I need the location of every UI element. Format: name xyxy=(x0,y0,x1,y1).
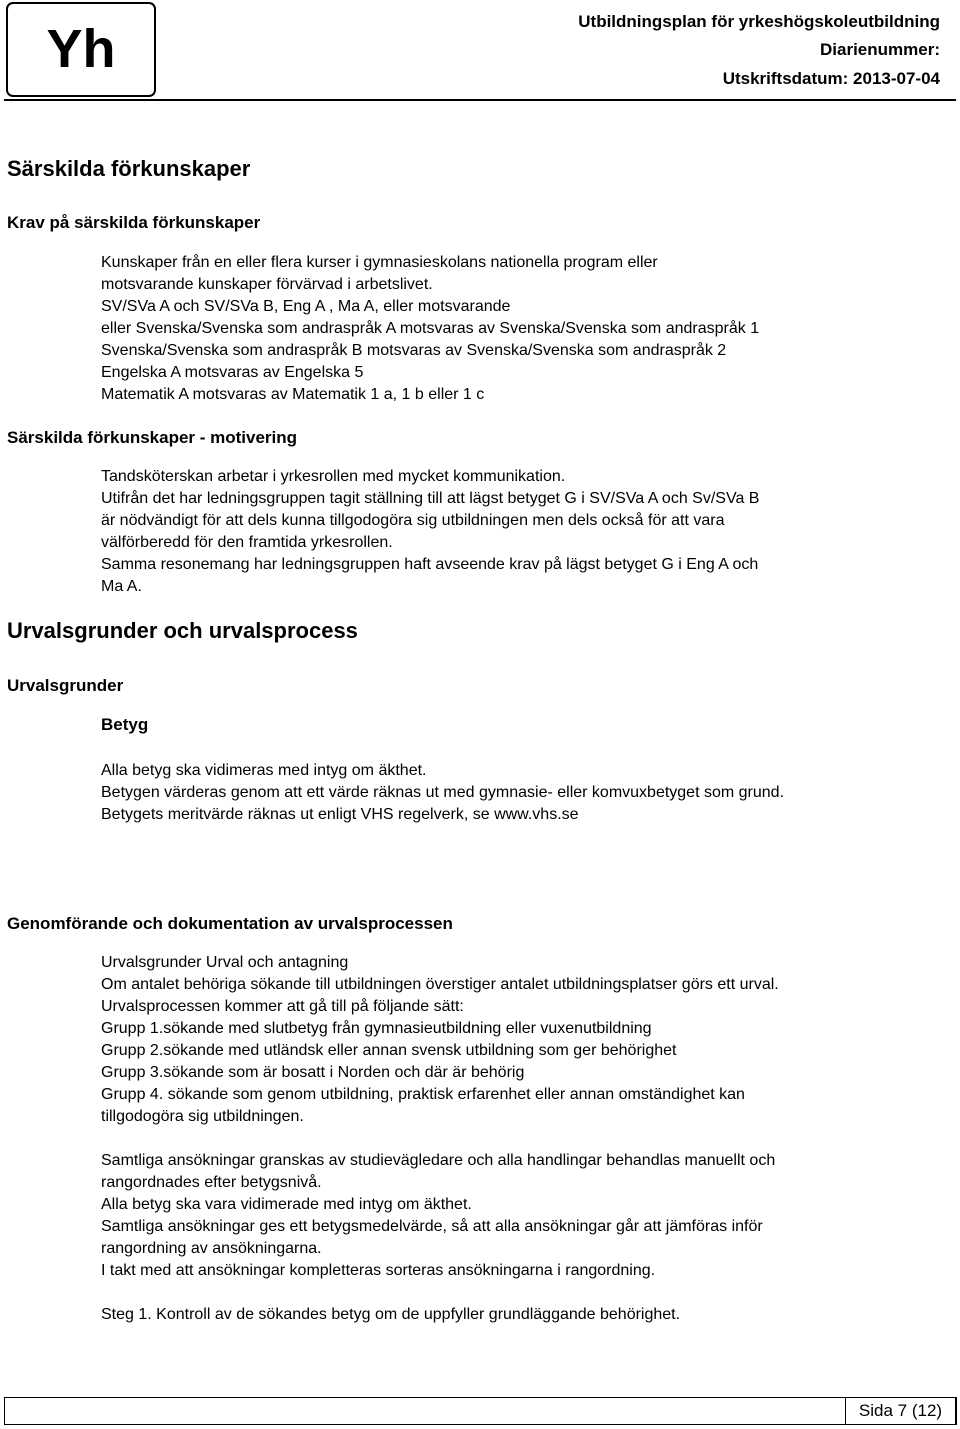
page-number: Sida 7 (12) xyxy=(845,1397,957,1425)
text-line: Kunskaper från en eller flera kurser i gymnasieskolans nationella program eller xyxy=(101,254,658,271)
genomforande-paragraph xyxy=(101,952,951,1326)
text-line: Samtliga ansökningar granskas av studievägledare och alla handlingar behandlas manuellt och xyxy=(101,1152,776,1169)
section-title-urval: Urvalsgrunder och urvalsprocess xyxy=(7,618,358,643)
krav-paragraph xyxy=(101,252,951,406)
diarienummer-label: Diarienummer: xyxy=(820,40,940,59)
text-line: I takt med att ansökningar kompletteras sorteras ansökningarna i rangordning. xyxy=(101,1262,656,1279)
text-line: eller Svenska/Svenska som andraspråk A motsvaras av Svenska/Svenska som andraspråk 1 xyxy=(101,320,760,337)
text-line: Urvalsgrunder Urval och antagning xyxy=(101,954,349,971)
text-line: Grupp 2.sökande med utländsk eller annan svensk utbildning som ger behörighet xyxy=(101,1042,677,1059)
betyg-paragraph xyxy=(101,760,951,826)
heading-betyg: Betyg xyxy=(101,715,149,734)
text-line: SV/SVa A och SV/SVa B, Eng A , Ma A, eller motsvarande xyxy=(101,298,511,315)
header-divider xyxy=(4,99,956,101)
section-title-sarskilda: Särskilda förkunskaper xyxy=(7,156,251,181)
text-line: Betygen värderas genom att ett värde räknas ut med gymnasie- eller komvuxbetyget som grund. xyxy=(101,784,785,801)
text-line: rangordning av ansökningarna. xyxy=(101,1240,322,1257)
text-line: är nödvändigt för att dels kunna tillgodogöra sig utbildningen men dels också för att vara xyxy=(101,512,725,529)
text-line: Svenska/Svenska som andraspråk B motsvaras av Svenska/Svenska som andraspråk 2 xyxy=(101,342,727,359)
text-line: välförberedd för den framtida yrkesrollen. xyxy=(101,534,393,551)
text-line: Samtliga ansökningar ges ett betygsmedelvärde, så att alla ansökningar går att jämföras inför xyxy=(101,1218,763,1235)
text-line: Samma resonemang har ledningsgruppen haft avseende krav på lägst betyget G i Eng A och xyxy=(101,556,759,573)
text-line: Betygets meritvärde räknas ut enligt VHS regelverk, se www.vhs.se xyxy=(101,806,579,823)
text-line: Grupp 3.sökande som är bosatt i Norden och där är behörig xyxy=(101,1064,525,1081)
text-line: Ma A. xyxy=(101,578,142,595)
text-line: Alla betyg ska vara vidimerade med intyg om äkthet. xyxy=(101,1196,472,1213)
text-line: tillgodogöra sig utbildningen. xyxy=(101,1108,304,1125)
text-line: Steg 1. Kontroll av de sökandes betyg om de uppfyller grundläggande behörighet. xyxy=(101,1306,681,1323)
text-line: Om antalet behöriga sökande till utbildningen överstiger antalet utbildningsplatser görs ett urval. xyxy=(101,976,779,993)
text-line: Alla betyg ska vidimeras med intyg om äkthet. xyxy=(101,762,427,779)
document-title: Utbildningsplan för yrkeshögskoleutbildning xyxy=(578,12,940,31)
heading-motivering: Särskilda förkunskaper - motivering xyxy=(7,428,298,447)
page-footer xyxy=(4,1397,956,1425)
heading-genomforande: Genomförande och dokumentation av urvalsprocessen xyxy=(7,914,453,933)
yh-logo: Yh xyxy=(6,2,156,97)
blank-line xyxy=(101,1128,951,1150)
text-line: Grupp 4. sökande som genom utbildning, praktisk erfarenhet eller annan omständighet kan xyxy=(101,1086,745,1103)
blank-line xyxy=(101,1282,951,1304)
text-line: rangordnades efter betygsnivå. xyxy=(101,1174,322,1191)
text-line: motsvarande kunskaper förvärvad i arbetslivet. xyxy=(101,276,433,293)
motivering-paragraph xyxy=(101,466,951,598)
text-line: Grupp 1.sökande med slutbetyg från gymnasieutbildning eller vuxenutbildning xyxy=(101,1020,652,1037)
text-line: Utifrån det har ledningsgruppen tagit ställning till att lägst betyget G i SV/SVa A och Sv/SVa B xyxy=(101,490,760,507)
text-line: Urvalsprocessen kommer att gå till på följande sätt: xyxy=(101,998,464,1015)
heading-krav: Krav på särskilda förkunskaper xyxy=(7,213,261,232)
text-line: Engelska A motsvaras av Engelska 5 xyxy=(101,364,364,381)
text-line: Matematik A motsvaras av Matematik 1 a, 1 b eller 1 c xyxy=(101,386,485,403)
text-line: Tandsköterskan arbetar i yrkesrollen med mycket kommunikation. xyxy=(101,468,566,485)
heading-urvalsgrunder: Urvalsgrunder xyxy=(7,676,124,695)
print-date: Utskriftsdatum: 2013-07-04 xyxy=(722,69,940,88)
